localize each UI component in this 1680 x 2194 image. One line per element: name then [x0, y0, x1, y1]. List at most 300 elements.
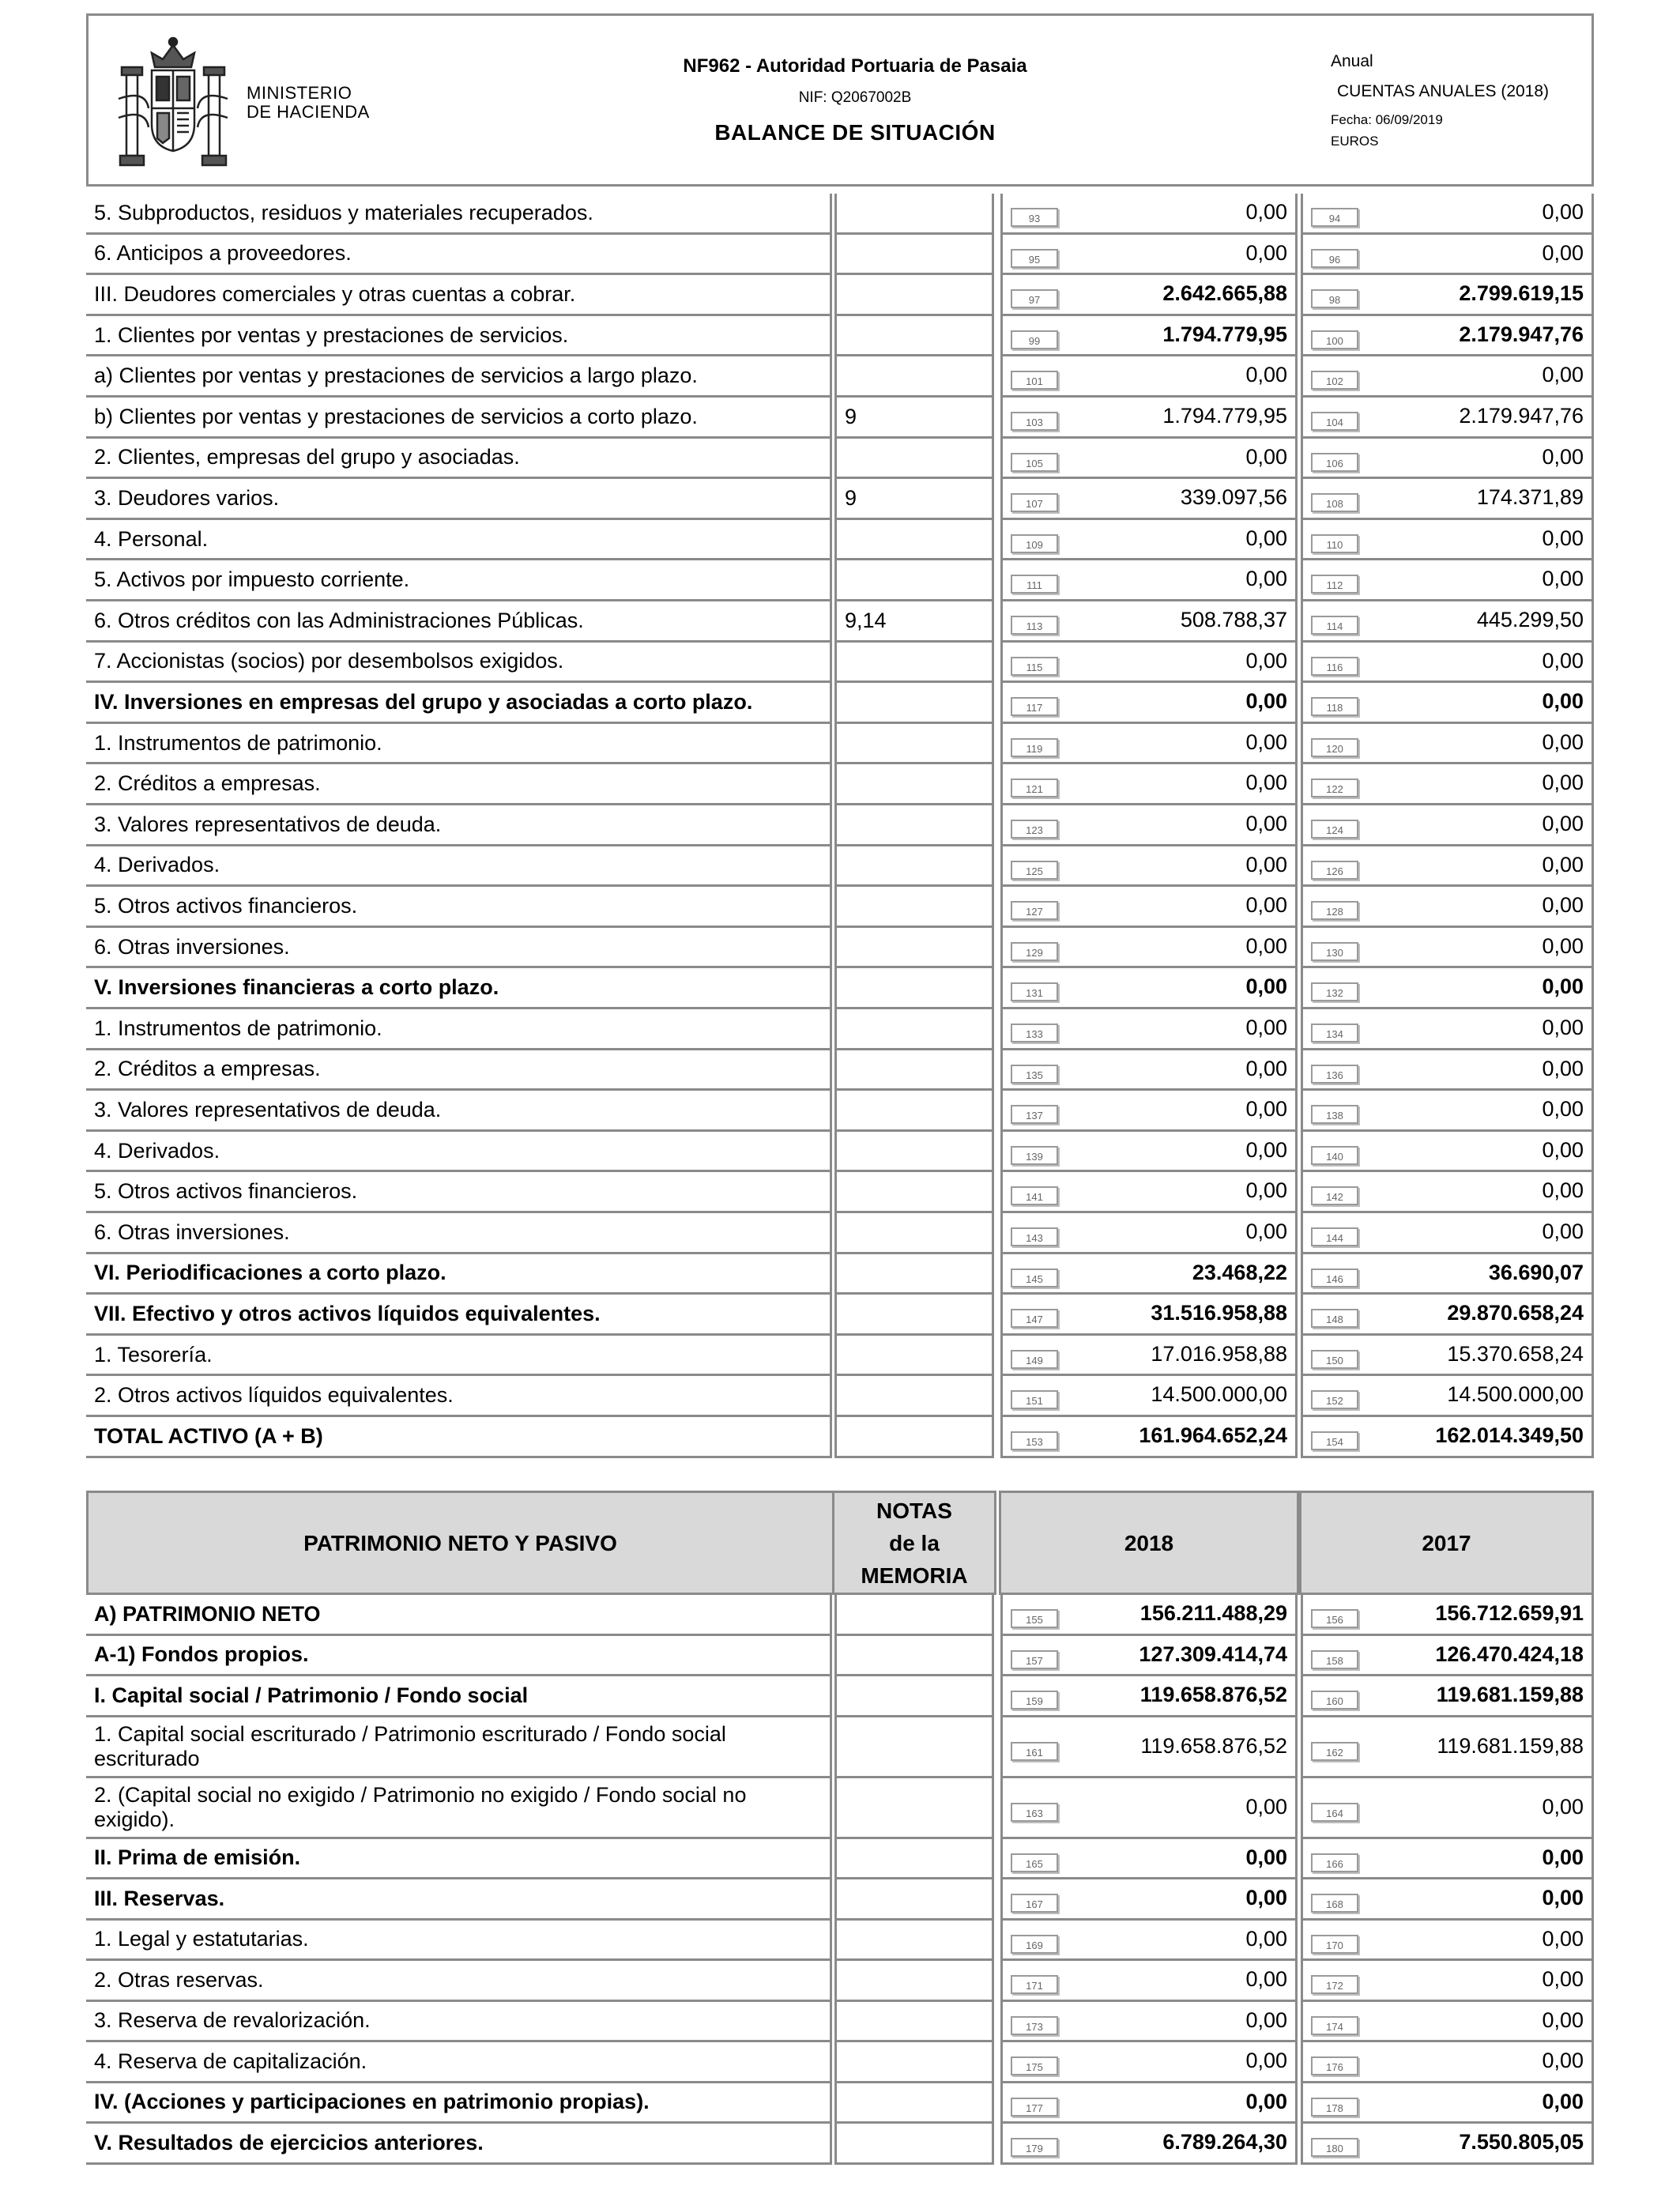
- value-cell-current: [1000, 724, 1298, 765]
- field-code-box: 149: [1011, 1350, 1058, 1369]
- field-code-box: 168: [1311, 1894, 1358, 1913]
- table-row: [86, 1676, 1594, 1717]
- value-cell-current: [1000, 1961, 1298, 2002]
- row-label: I. Capital social / Patrimonio / Fondo social: [86, 1676, 832, 1717]
- value-previous-year: 0,00: [1542, 893, 1584, 918]
- row-label: 4. Personal.: [86, 520, 832, 561]
- row-label: TOTAL ACTIVO (A + B): [86, 1417, 832, 1458]
- value-current-year: 0,00: [1245, 771, 1287, 795]
- value-previous-year: 0,00: [1542, 812, 1584, 835]
- row-label: 7. Accionistas (socios) por desembolsos exigidos.: [86, 643, 832, 684]
- table-row: [86, 2083, 1594, 2124]
- value-cell-previous: [1301, 1009, 1594, 1050]
- ministry-name: [247, 84, 370, 122]
- field-code-box: 94: [1311, 208, 1358, 227]
- value-cell-current: [1000, 887, 1298, 928]
- field-code-box: 161: [1011, 1742, 1058, 1761]
- value-cell-previous: [1301, 805, 1594, 846]
- row-label: V. Inversiones financieras a corto plazo.: [86, 968, 832, 1009]
- value-cell-previous: [1301, 1636, 1594, 1677]
- value-cell-current: [1000, 1172, 1298, 1213]
- table-row: [86, 1132, 1594, 1173]
- value-cell-previous: [1301, 643, 1594, 684]
- value-cell-current: [1000, 1879, 1298, 1921]
- field-code-box: 167: [1011, 1894, 1058, 1913]
- row-note: [834, 1050, 994, 1091]
- field-code-box: 104: [1311, 412, 1358, 431]
- field-code-box: 118: [1311, 697, 1358, 716]
- table-row: [86, 643, 1594, 684]
- field-code-box: 100: [1311, 330, 1358, 349]
- value-previous-year: 156.712.659,91: [1435, 1601, 1584, 1625]
- value-previous-year: 14.500.000,00: [1447, 1382, 1584, 1407]
- value-cell-current: [1000, 1921, 1298, 1962]
- value-cell-previous: [1301, 235, 1594, 276]
- coat-of-arms-icon: [114, 36, 232, 172]
- row-note: [834, 724, 994, 765]
- value-current-year: 0,00: [1245, 2049, 1287, 2072]
- value-cell-previous: [1301, 1336, 1594, 1377]
- value-previous-year: 0,00: [1542, 852, 1584, 876]
- value-previous-year: 174.371,89: [1476, 485, 1584, 510]
- value-cell-current: [1000, 398, 1298, 439]
- row-note: [834, 968, 994, 1009]
- row-label: 2. Créditos a empresas.: [86, 764, 832, 805]
- document-title: BALANCE DE SITUACIÓN: [714, 120, 996, 145]
- table-row: [86, 194, 1594, 235]
- table-row: [86, 1417, 1594, 1458]
- field-code-box: 125: [1011, 861, 1058, 880]
- value-previous-year: 119.681.159,88: [1436, 1683, 1584, 1706]
- value-cell-previous: [1301, 1595, 1594, 1636]
- value-previous-year: 0,00: [1542, 933, 1584, 958]
- value-previous-year: 0,00: [1542, 567, 1584, 591]
- field-code-box: 130: [1311, 942, 1358, 961]
- value-previous-year: 445.299,50: [1476, 608, 1584, 631]
- value-cell-current: [1000, 846, 1298, 888]
- field-code-box: 151: [1011, 1390, 1058, 1409]
- row-note: [834, 1213, 994, 1254]
- row-note: [834, 275, 994, 316]
- value-previous-year: 0,00: [1542, 1056, 1584, 1080]
- row-label: 4. Reserva de capitalización.: [86, 2042, 832, 2083]
- value-current-year: 508.788,37: [1180, 608, 1287, 631]
- field-code-box: 178: [1311, 2098, 1358, 2117]
- field-code-box: 133: [1011, 1023, 1058, 1042]
- value-cell-previous: [1301, 194, 1594, 235]
- row-note: [834, 1839, 994, 1880]
- field-code-box: 109: [1011, 534, 1058, 553]
- field-code-box: 107: [1011, 493, 1058, 512]
- value-current-year: 0,00: [1245, 1137, 1287, 1162]
- value-cell-previous: [1301, 439, 1594, 480]
- row-note: [834, 520, 994, 561]
- row-note: [834, 928, 994, 969]
- field-code-box: 128: [1311, 901, 1358, 920]
- value-cell-previous: [1301, 1839, 1594, 1880]
- row-note: [834, 805, 994, 846]
- value-cell-previous: [1301, 479, 1594, 520]
- value-current-year: 119.658.876,52: [1140, 1733, 1287, 1758]
- row-note: 9: [834, 398, 994, 439]
- field-code-box: 174: [1311, 2016, 1358, 2035]
- value-current-year: 339.097,56: [1180, 485, 1287, 510]
- row-note: [834, 1778, 994, 1839]
- value-current-year: 1.794.779,95: [1162, 404, 1287, 428]
- field-code-box: 124: [1311, 820, 1358, 839]
- value-cell-current: [1000, 2124, 1298, 2165]
- row-label: VI. Periodificaciones a corto plazo.: [86, 1254, 832, 1295]
- row-note: [834, 2042, 994, 2083]
- value-previous-year: 36.690,07: [1488, 1260, 1584, 1284]
- value-cell-current: [1000, 479, 1298, 520]
- field-code-box: 114: [1311, 616, 1358, 635]
- value-cell-current: [1000, 928, 1298, 969]
- row-note: [834, 356, 994, 398]
- value-previous-year: 2.799.619,15: [1459, 281, 1584, 306]
- field-code-box: 145: [1011, 1269, 1058, 1287]
- row-label: A-1) Fondos propios.: [86, 1636, 832, 1677]
- field-code-box: 137: [1011, 1105, 1058, 1124]
- value-current-year: 17.016.958,88: [1151, 1341, 1287, 1366]
- table-row: [86, 1254, 1594, 1295]
- table-row: [86, 1336, 1594, 1377]
- value-cell-previous: [1301, 1778, 1594, 1839]
- field-code-box: 121: [1011, 778, 1058, 797]
- row-label: V. Resultados de ejercicios anteriores.: [86, 2124, 832, 2165]
- field-code-box: 138: [1311, 1105, 1358, 1124]
- field-code-box: 131: [1011, 982, 1058, 1001]
- value-current-year: 0,00: [1245, 1097, 1287, 1122]
- field-code-box: 113: [1011, 616, 1058, 635]
- field-code-box: 142: [1311, 1186, 1358, 1205]
- header-notes: [832, 1491, 996, 1595]
- row-label: 5. Subproductos, residuos y materiales recuperados.: [86, 194, 832, 235]
- value-previous-year: 0,00: [1542, 240, 1584, 265]
- value-previous-year: 0,00: [1542, 2007, 1584, 2032]
- table-row: [86, 928, 1594, 969]
- value-previous-year: 0,00: [1542, 771, 1584, 795]
- value-cell-previous: [1301, 887, 1594, 928]
- row-label: 1. Instrumentos de patrimonio.: [86, 1009, 832, 1050]
- field-code-box: 150: [1311, 1350, 1358, 1369]
- field-code-box: 139: [1011, 1146, 1058, 1165]
- row-label: 3. Deudores varios.: [86, 479, 832, 520]
- value-cell-current: [1000, 2042, 1298, 2083]
- value-cell-current: [1000, 1295, 1298, 1336]
- field-code-box: 93: [1011, 208, 1058, 227]
- table-row: [86, 439, 1594, 480]
- field-code-box: 135: [1011, 1065, 1058, 1084]
- value-cell-current: [1000, 560, 1298, 601]
- row-label: 6. Otros créditos con las Administraciones Públicas.: [86, 601, 832, 643]
- value-cell-current: [1000, 1336, 1298, 1377]
- entity-name: NF962 - Autoridad Portuaria de Pasaia: [683, 55, 1027, 77]
- value-cell-previous: [1301, 1295, 1594, 1336]
- value-cell-current: [1000, 1132, 1298, 1173]
- field-code-box: 129: [1011, 942, 1058, 961]
- value-previous-year: 0,00: [1542, 200, 1584, 224]
- field-code-box: 172: [1311, 1975, 1358, 1994]
- table-row: [86, 1213, 1594, 1254]
- value-previous-year: 0,00: [1542, 1967, 1584, 1991]
- value-current-year: 156.211.488,29: [1139, 1601, 1287, 1625]
- value-cell-current: [1000, 356, 1298, 398]
- value-current-year: 0,00: [1245, 1056, 1287, 1080]
- value-current-year: 0,00: [1245, 1794, 1287, 1819]
- table-row: [86, 1717, 1594, 1778]
- value-current-year: 1.794.779,95: [1162, 322, 1287, 346]
- table-row: [86, 560, 1594, 601]
- value-cell-previous: [1301, 1921, 1594, 1962]
- value-current-year: 0,00: [1245, 567, 1287, 591]
- field-code-box: 175: [1011, 2056, 1058, 2075]
- value-previous-year: 0,00: [1542, 648, 1584, 673]
- table-row: [86, 601, 1594, 643]
- field-code-box: 173: [1011, 2016, 1058, 2035]
- row-label: 1. Instrumentos de patrimonio.: [86, 724, 832, 765]
- value-previous-year: 0,00: [1542, 689, 1584, 714]
- field-code-box: 180: [1311, 2138, 1358, 2157]
- table-row: [86, 683, 1594, 724]
- value-cell-previous: [1301, 2042, 1594, 2083]
- value-current-year: 0,00: [1245, 1886, 1287, 1909]
- value-previous-year: 0,00: [1542, 363, 1584, 387]
- table-row: [86, 398, 1594, 439]
- ministry-line-2: DE HACIENDA: [247, 102, 370, 122]
- row-note: [834, 846, 994, 888]
- value-previous-year: 0,00: [1542, 1016, 1584, 1039]
- table-row: [86, 235, 1594, 276]
- field-code-box: 157: [1011, 1650, 1058, 1669]
- field-code-box: 177: [1011, 2098, 1058, 2117]
- value-cell-previous: [1301, 1717, 1594, 1778]
- field-code-box: 110: [1311, 534, 1358, 553]
- row-note: [834, 1921, 994, 1962]
- value-cell-current: [1000, 275, 1298, 316]
- value-current-year: 0,00: [1245, 1178, 1287, 1203]
- row-label: VII. Efectivo y otros activos líquidos equivalentes.: [86, 1295, 832, 1336]
- value-current-year: 0,00: [1245, 729, 1287, 754]
- value-cell-current: [1000, 601, 1298, 643]
- value-cell-previous: [1301, 1050, 1594, 1091]
- row-label: 6. Anticipos a proveedores.: [86, 235, 832, 276]
- value-cell-current: [1000, 520, 1298, 561]
- row-note: 9: [834, 479, 994, 520]
- value-cell-current: [1000, 1636, 1298, 1677]
- value-cell-previous: [1301, 846, 1594, 888]
- value-cell-previous: [1301, 1376, 1594, 1417]
- table-row: [86, 1921, 1594, 1962]
- row-note: [834, 1091, 994, 1132]
- header-year-2017: 2017: [1299, 1491, 1594, 1595]
- value-cell-current: [1000, 439, 1298, 480]
- field-code-box: 143: [1011, 1227, 1058, 1246]
- row-note: [834, 1009, 994, 1050]
- value-cell-current: [1000, 1839, 1298, 1880]
- value-current-year: 0,00: [1245, 648, 1287, 673]
- value-previous-year: 0,00: [1542, 526, 1584, 550]
- row-note: [834, 439, 994, 480]
- row-label: 6. Otras inversiones.: [86, 928, 832, 969]
- value-current-year: 0,00: [1245, 893, 1287, 918]
- field-code-box: 170: [1311, 1935, 1358, 1954]
- table-row: [86, 2002, 1594, 2043]
- row-label: A) PATRIMONIO NETO: [86, 1595, 832, 1636]
- row-note: [834, 1717, 994, 1778]
- value-current-year: 0,00: [1245, 1967, 1287, 1991]
- value-previous-year: 29.870.658,24: [1447, 1301, 1584, 1325]
- value-current-year: 0,00: [1245, 933, 1287, 958]
- row-label: IV. (Acciones y participaciones en patrimonio propias).: [86, 2083, 832, 2124]
- table-row: [86, 1961, 1594, 2002]
- equity-liabilities-header: [86, 1491, 1594, 1595]
- row-label: 6. Otras inversiones.: [86, 1213, 832, 1254]
- value-previous-year: 0,00: [1542, 2049, 1584, 2072]
- value-cell-current: [1000, 1717, 1298, 1778]
- value-cell-previous: [1301, 1172, 1594, 1213]
- field-code-box: 169: [1011, 1935, 1058, 1954]
- table-row: [86, 2124, 1594, 2165]
- header-year-2018: 2018: [999, 1491, 1299, 1595]
- header-notes-line-1: NOTAS: [876, 1498, 952, 1523]
- row-label: 4. Derivados.: [86, 1132, 832, 1173]
- value-cell-current: [1000, 683, 1298, 724]
- table-row: [86, 1636, 1594, 1677]
- table-row: [86, 275, 1594, 316]
- value-cell-previous: [1301, 316, 1594, 357]
- field-code-box: 179: [1011, 2138, 1058, 2157]
- value-cell-current: [1000, 1213, 1298, 1254]
- value-previous-year: 0,00: [1542, 974, 1584, 999]
- row-note: [834, 2002, 994, 2043]
- value-cell-previous: [1301, 1091, 1594, 1132]
- value-previous-year: 0,00: [1542, 1794, 1584, 1819]
- value-current-year: 0,00: [1245, 2089, 1287, 2113]
- field-code-box: 122: [1311, 778, 1358, 797]
- row-label: 1. Capital social escriturado / Patrimonio escriturado / Fondo social escriturado: [86, 1717, 832, 1778]
- field-code-box: 102: [1311, 371, 1358, 390]
- row-label: 1. Clientes por ventas y prestaciones de servicios.: [86, 316, 832, 357]
- row-note: [834, 1254, 994, 1295]
- row-note: [834, 560, 994, 601]
- value-cell-previous: [1301, 1961, 1594, 2002]
- table-row: [86, 1376, 1594, 1417]
- field-code-box: 155: [1011, 1609, 1058, 1628]
- value-cell-current: [1000, 194, 1298, 235]
- currency-label: EUROS: [1331, 134, 1379, 149]
- row-label: b) Clientes por ventas y prestaciones de servicios a corto plazo.: [86, 398, 832, 439]
- value-cell-previous: [1301, 275, 1594, 316]
- header-description: PATRIMONIO NETO Y PASIVO: [86, 1491, 834, 1595]
- row-note: [834, 1172, 994, 1213]
- field-code-box: 158: [1311, 1650, 1358, 1669]
- header-notes-line-2: de la: [889, 1530, 940, 1555]
- row-label: III. Reservas.: [86, 1879, 832, 1921]
- value-current-year: 0,00: [1245, 1845, 1287, 1869]
- field-code-box: 165: [1011, 1853, 1058, 1872]
- row-label: 2. Otros activos líquidos equivalentes.: [86, 1376, 832, 1417]
- value-current-year: 0,00: [1245, 200, 1287, 224]
- row-label: 2. Otras reservas.: [86, 1961, 832, 2002]
- field-code-box: 120: [1311, 738, 1358, 757]
- row-label: 3. Valores representativos de deuda.: [86, 1091, 832, 1132]
- value-cell-current: [1000, 1050, 1298, 1091]
- field-code-box: 127: [1011, 901, 1058, 920]
- value-cell-previous: [1301, 398, 1594, 439]
- row-note: [834, 1879, 994, 1921]
- value-current-year: 0,00: [1245, 974, 1287, 999]
- row-label: 3. Valores representativos de deuda.: [86, 805, 832, 846]
- table-row: [86, 968, 1594, 1009]
- value-cell-current: [1000, 1091, 1298, 1132]
- value-current-year: 161.964.652,24: [1139, 1423, 1287, 1447]
- row-note: [834, 1336, 994, 1377]
- field-code-box: 134: [1311, 1023, 1358, 1042]
- row-label: 5. Activos por impuesto corriente.: [86, 560, 832, 601]
- value-previous-year: 0,00: [1542, 1926, 1584, 1951]
- row-note: [834, 1295, 994, 1336]
- field-code-box: 160: [1311, 1691, 1358, 1710]
- table-row: [86, 479, 1594, 520]
- table-row: [86, 764, 1594, 805]
- value-cell-previous: [1301, 601, 1594, 643]
- period-label: Anual: [1331, 52, 1373, 70]
- value-current-year: 0,00: [1245, 1016, 1287, 1039]
- header-notes-line-3: MEMORIA: [861, 1563, 968, 1588]
- value-cell-previous: [1301, 2124, 1594, 2165]
- value-cell-current: [1000, 1376, 1298, 1417]
- value-current-year: 0,00: [1245, 526, 1287, 550]
- accounts-label: CUENTAS ANUALES (2018): [1337, 82, 1550, 100]
- row-label: 2. (Capital social no exigido / Patrimonio no exigido / Fondo social no exigido).: [86, 1778, 832, 1839]
- field-code-box: 101: [1011, 371, 1058, 390]
- value-previous-year: 126.470.424,18: [1435, 1642, 1584, 1666]
- row-label: 1. Legal y estatutarias.: [86, 1921, 832, 1962]
- table-row: [86, 1595, 1594, 1636]
- row-note: [834, 1376, 994, 1417]
- date-label: Fecha: 06/09/2019: [1331, 112, 1443, 127]
- value-current-year: 0,00: [1245, 363, 1287, 387]
- field-code-box: 98: [1311, 289, 1358, 308]
- value-cell-previous: [1301, 1213, 1594, 1254]
- row-label: II. Prima de emisión.: [86, 1839, 832, 1880]
- value-previous-year: 2.179.947,76: [1459, 322, 1584, 346]
- value-cell-previous: [1301, 520, 1594, 561]
- table-row: [86, 1172, 1594, 1213]
- value-cell-previous: [1301, 1879, 1594, 1921]
- row-label: 5. Otros activos financieros.: [86, 887, 832, 928]
- value-previous-year: 2.179.947,76: [1459, 404, 1584, 428]
- field-code-box: 112: [1311, 575, 1358, 594]
- row-note: [834, 683, 994, 724]
- field-code-box: 119: [1011, 738, 1058, 757]
- value-previous-year: 0,00: [1542, 1137, 1584, 1162]
- value-cell-current: [1000, 235, 1298, 276]
- value-cell-current: [1000, 643, 1298, 684]
- table-row: [86, 2042, 1594, 2083]
- field-code-box: 148: [1311, 1309, 1358, 1328]
- field-code-box: 140: [1311, 1146, 1358, 1165]
- value-previous-year: 119.681.159,88: [1437, 1733, 1584, 1758]
- row-note: [834, 2083, 994, 2124]
- table-row: [86, 805, 1594, 846]
- value-cell-current: [1000, 1676, 1298, 1717]
- table-row: [86, 846, 1594, 888]
- row-note: [834, 2124, 994, 2165]
- value-cell-previous: [1301, 2002, 1594, 2043]
- table-row: [86, 1091, 1594, 1132]
